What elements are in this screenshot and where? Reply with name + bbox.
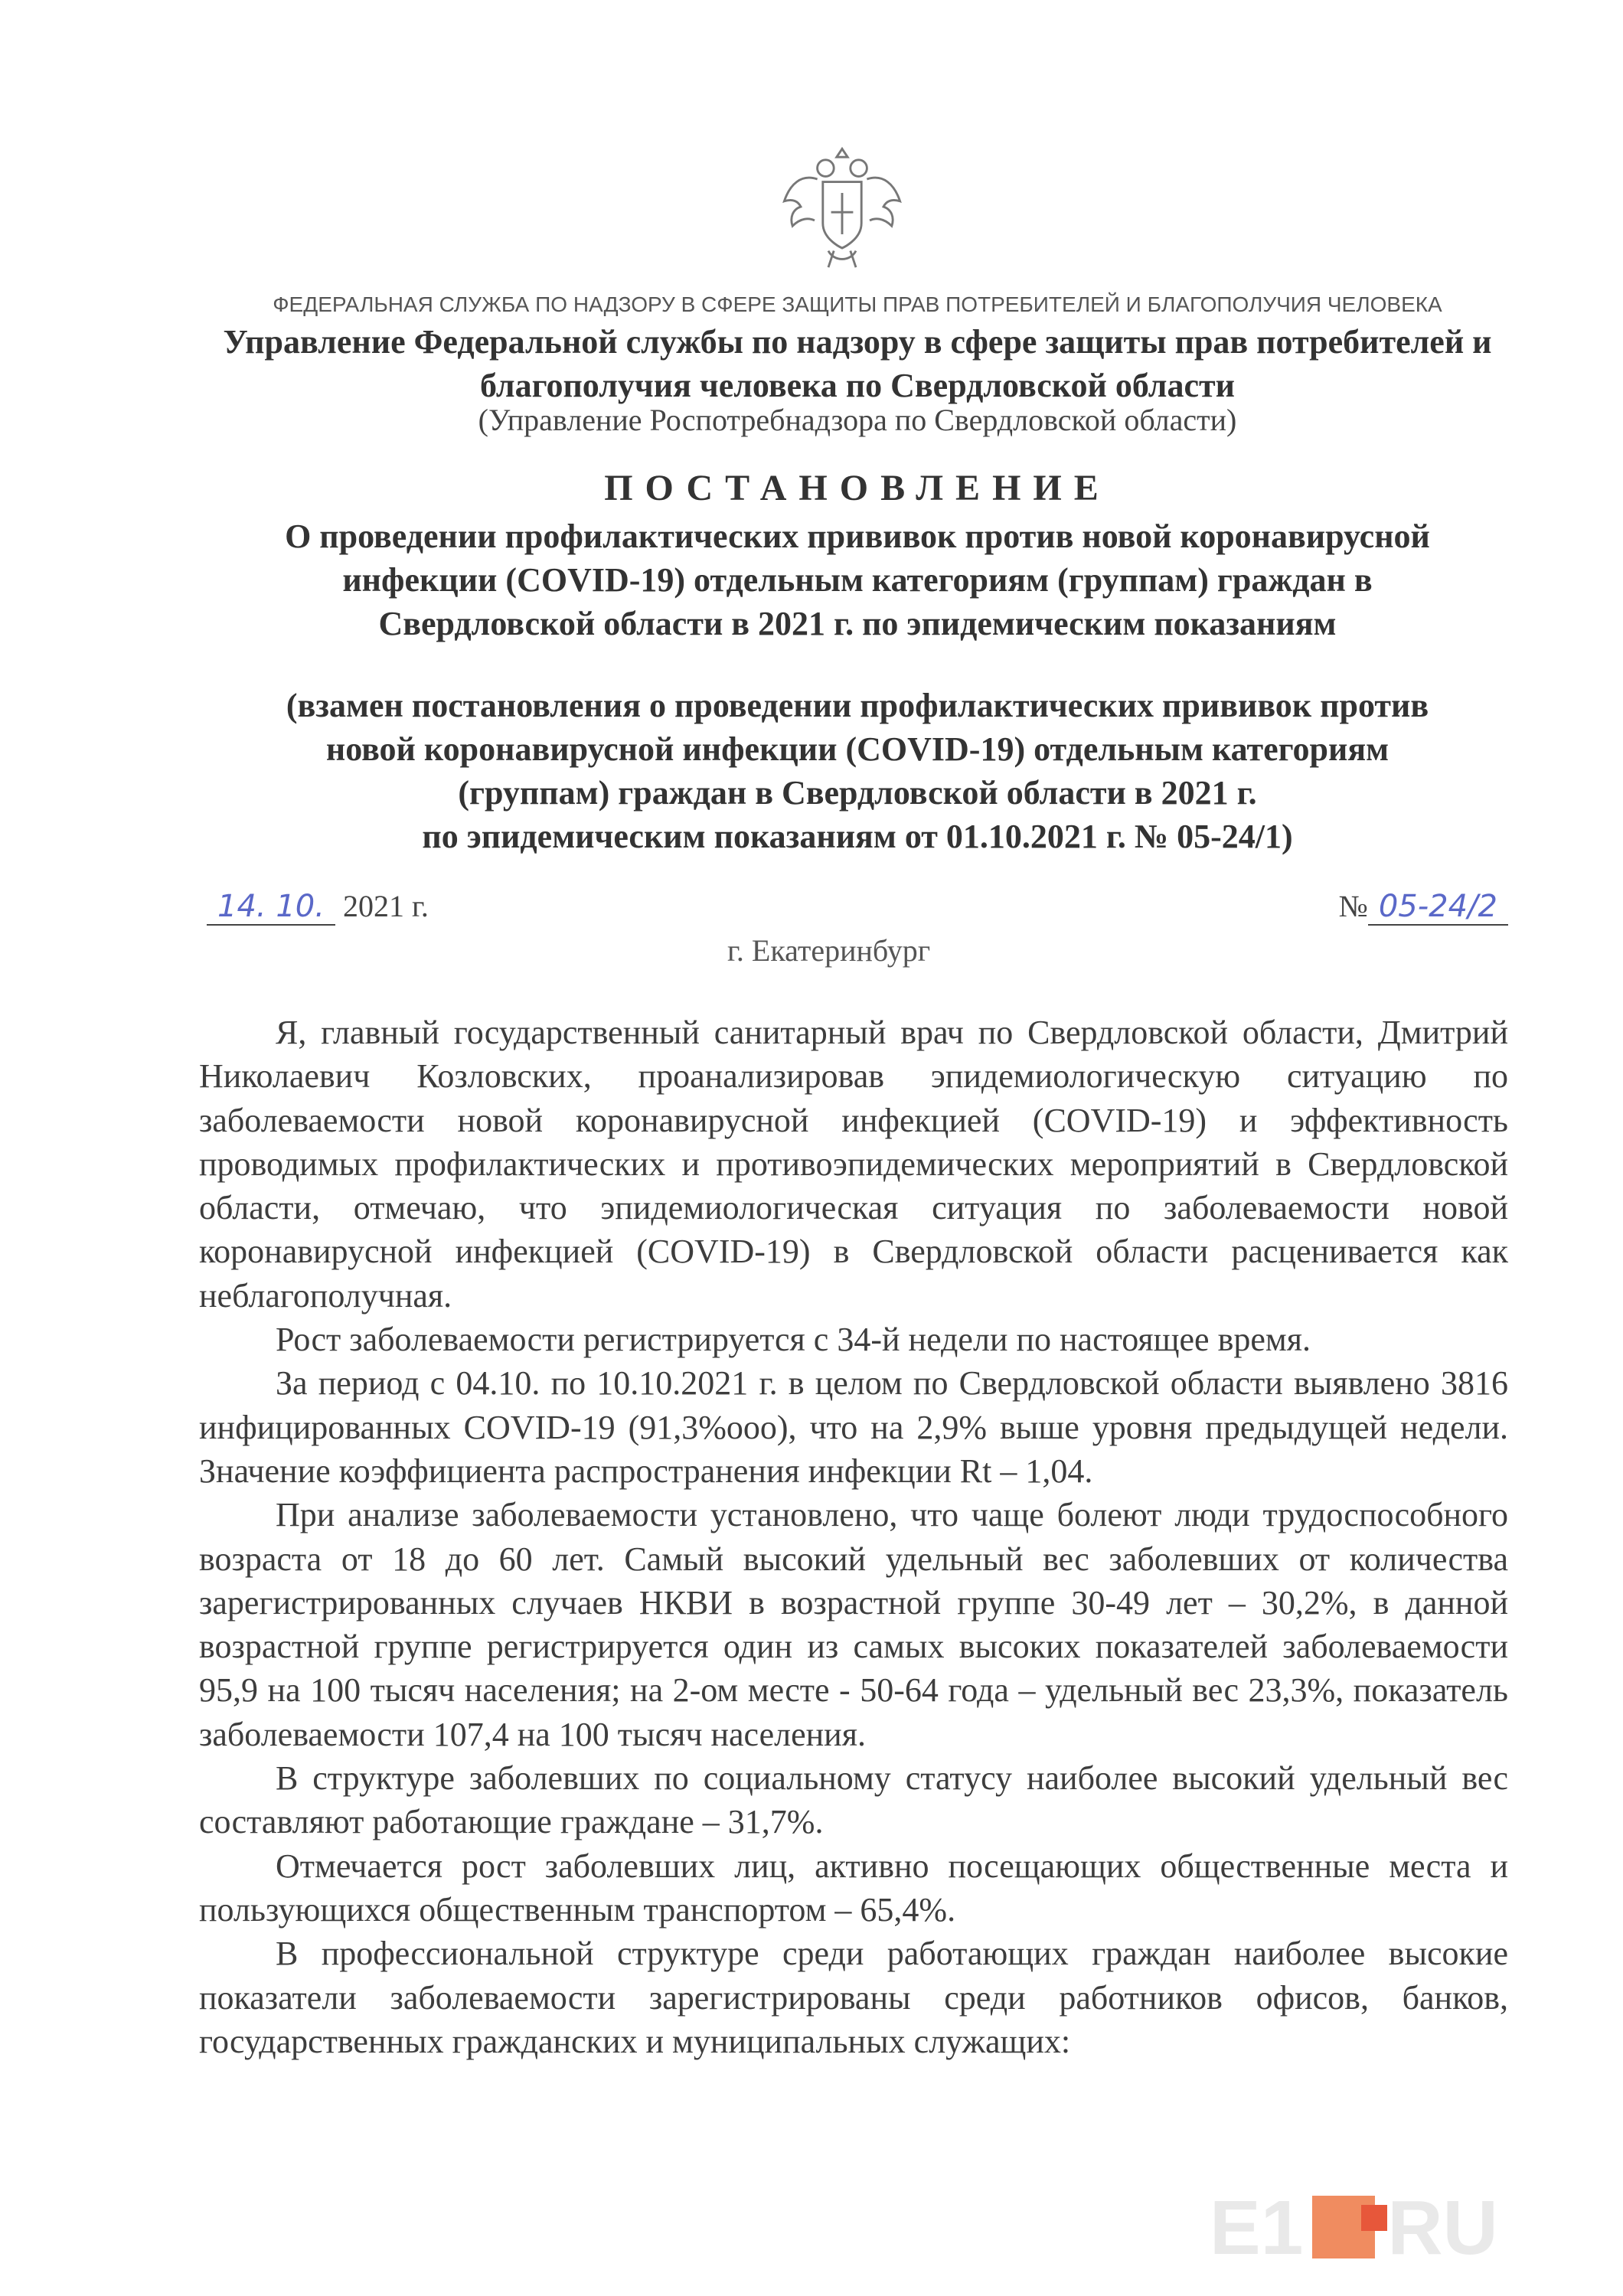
watermark-right: RU [1387,2185,1498,2271]
body-paragraph: Отмечается рост заболевших лиц, активно посещающих общественные места и пользующихся общественным транспортом – 65,4%. [199,1847,1508,1929]
office-short-name: (Управление Роспотребнадзора по Свердловской области) [478,403,1237,437]
e1-watermark-logo [1210,2186,1592,2270]
number-sign: № [1338,889,1368,923]
coat-of-arms-emblem [773,138,911,276]
subtitle-line: по эпидемическим показаниям от 01.10.2021 г. № 05-24/1) [422,818,1293,855]
handwritten-number: 05-24/2 [1368,889,1508,926]
title-line: Свердловской области в 2021 г. по эпидемическим показаниям [378,605,1337,642]
agency-name: ФЕДЕРАЛЬНАЯ СЛУЖБА ПО НАДЗОРУ В СФЕРЕ ЗАЩИТЫ ПРАВ ПОТРЕБИТЕЛЕЙ И БЛАГОПОЛУЧИЯ ЧЕЛОВЕКА [273,292,1442,316]
document-subtitle [191,684,1523,858]
watermark-left: E1 [1210,2185,1304,2271]
body-paragraph: В профессиональной структуре среди работающих граждан наиболее высокие показатели заболеваемости зарегистрированы среди работников офисов, банков, государственных гражданских и муниципальных служащих: [199,1935,1508,2060]
subtitle-line: (группам) граждан в Свердловской области в 2021 г. [458,774,1257,812]
subtitle-line: (взамен постановления о проведении профилактических прививок против [286,687,1429,724]
body-paragraph: При анализе заболеваемости установлено, что чаще болеют люди трудоспособного возраста от 18 до 60 лет. Самый высокий удельный вес заболевших от количества зарегистрированных случаев НКВИ в возрастной группе 30-49 лет – 30,2%, в данной возрастной группе регистрируется один из самых высоких показателей заболеваемости 95,9 на 100 тысяч населения; на 2-ом месте - 50-64 года – удельный вес 23,3%, показатель заболеваемости 107,4 на 100 тысяч населения. [199,1496,1508,1753]
document-date [207,888,429,926]
document-type: ПОСТАНОВЛЕНИЕ [604,468,1111,508]
date-year: 2021 г. [342,889,429,923]
title-line: инфекции (COVID-19) отдельным категориям (группам) граждан в [342,561,1373,599]
document-number [1339,888,1508,926]
document-body [199,1011,1508,2063]
office-name-line2: благополучия человека по Свердловской области [479,367,1235,404]
body-paragraph: Рост заболеваемости регистрируется с 34-й недели по настоящее время. [276,1321,1311,1359]
handwritten-date: 14. 10. [207,889,335,926]
office-name [191,320,1523,407]
body-paragraph: Я, главный государственный санитарный врач по Свердловской области, Дмитрий Николаевич Козловских, проанализировав эпидемиологическую ситуацию по заболеваемости новой коронавирусной инфекцией (COVID-19) и эффективность проводимых профилактических и противоэпидемических мероприятий в Свердловской области, отмечаю, что эпидемиологическая ситуация по заболеваемости новой коронавирусной инфекцией (COVID-19) в Свердловской области расценивается как неблагополучная. [199,1014,1508,1315]
subtitle-line: новой коронавирусной инфекции (COVID-19) отдельным категориям [325,730,1390,768]
body-paragraph: В структуре заболевших по социальному статусу наиболее высокий удельный вес составляют работающие граждане – 31,7%. [199,1759,1508,1841]
document-title [191,514,1523,645]
office-name-line1: Управление Федеральной службы по надзору в сфере защиты прав потребителей и [223,323,1492,361]
body-paragraph: За период с 04.10. по 10.10.2021 г. в целом по Свердловской области выявлено 3816 инфицированных COVID-19 (91,3%ооо), что на 2,9% выше уровня предыдущей недели. Значение коэффициента распространения инфекции Rt – 1,04. [199,1364,1508,1490]
city: г. Екатеринбург [727,933,931,968]
watermark-small-square-icon [1361,2205,1387,2231]
title-line: О проведении профилактических прививок против новой коронавирусной [285,518,1430,555]
